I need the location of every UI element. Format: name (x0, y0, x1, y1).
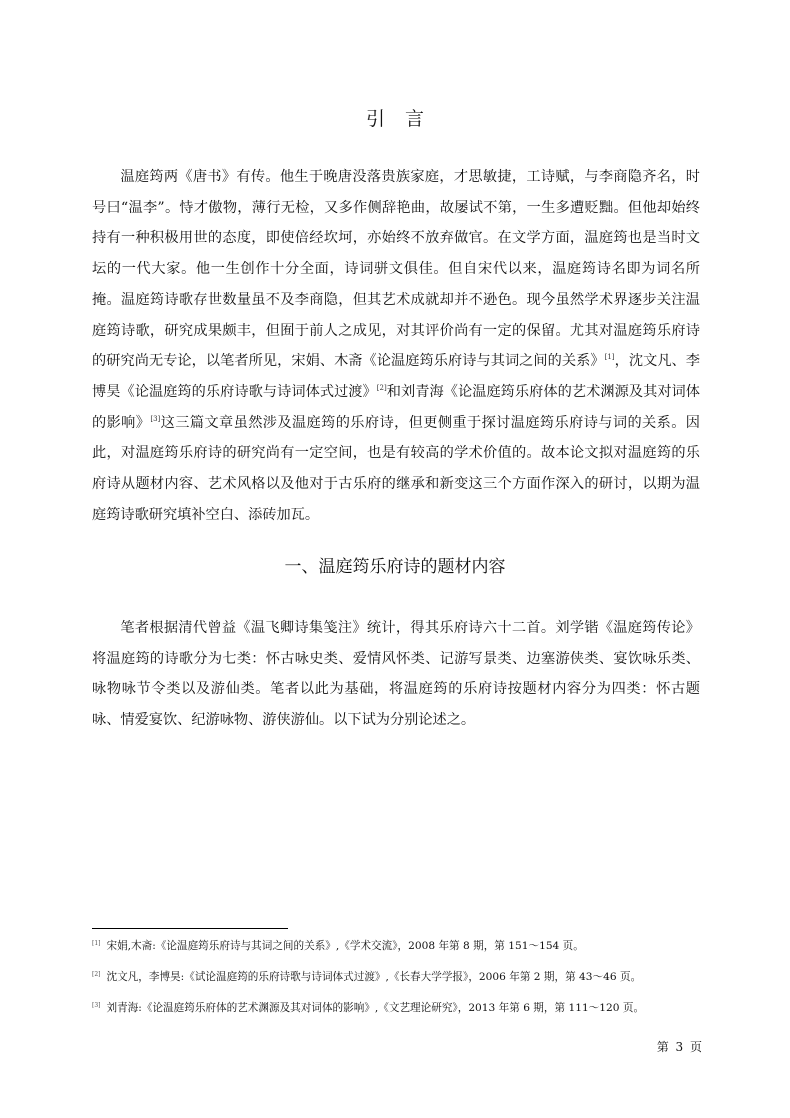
intro-paragraph (92, 162, 700, 530)
citation-ref-3[interactable]: [3] (150, 414, 161, 423)
footnote-text: 刘青海:《论温庭筠乐府体的艺术渊源及其对词体的影响》,《文艺理论研究》，2013 年第 6 期，第 111～120 页。 (106, 1002, 645, 1014)
page-number: 第 3 页 (656, 1040, 702, 1054)
footnote-mark: [2] (92, 971, 101, 978)
footnote-text: 宋娟,木斋:《论温庭筠乐府诗与其词之间的关系》,《学术交流》，2008 年第 8 期，第 151～154 页。 (106, 940, 584, 952)
citation-ref-1[interactable]: [1] (604, 353, 615, 362)
section-paragraph: 笔者根据清代曾益《温飞卿诗集笺注》统计，得其乐府诗六十二首。刘学锴《温庭筠传论》将温庭筠的诗歌分为七类：怀古咏史类、爱情风怀类、记游写景类、边塞游侠类、宴饮咏乐类、咏物咏节令类以及游仙类。笔者以此为基础，将温庭筠的乐府诗按题材内容分为四类：怀古题咏、情爱宴饮、纪游咏物、游侠游仙。以下试为分别论述之。 (92, 620, 700, 729)
citation-ref-2[interactable]: [2] (376, 383, 387, 392)
section-heading: 一、温庭筠乐府诗的题材内容 (284, 557, 506, 577)
footnote-1 (92, 936, 712, 954)
intro-text-1: 温庭筠两《唐书》有传。他生于晚唐没落贵族家庭，才思敏捷，工诗赋，与李商隐齐名，时号曰“温李”。恃才傲物，薄行无检，又多作侧辞艳曲，故屡试不第，一生多遭贬黜。但他却始终持有一种积极用世的态度，即使倍经坎坷，亦始终不放弃做官。在文学方面，温庭筠也是当时文坛的一代大家。他一生创作十分全面，诗词骈文俱佳。但自宋代以来，温庭筠诗名即为词名所掩。温庭筠诗歌存世数量虽不及李商隐，但其艺术成就却并不逊色。现今虽然学术界逐步关注温庭筠诗歌，研究成果颇丰，但囿于前人之成见，对其评价尚有一定的保留。尤其对温庭筠乐府诗的研究尚无专论，以笔者所见，宋娟、木斋《论温庭筠乐府诗与其词之间的关系》 (92, 169, 700, 370)
footnote-divider (92, 928, 288, 929)
footnote-text: 沈文凡，李博昊:《试论温庭筠的乐府诗歌与诗词体式过渡》,《长春大学学报》，2006 年第 2 期，第 43～46 页。 (106, 971, 642, 983)
footnote-mark: [3] (92, 1002, 101, 1009)
intro-heading: 引言 (365, 108, 444, 130)
footnote-2 (92, 967, 712, 985)
intro-text-4: 这三篇文章虽然涉及温庭筠的乐府诗，但更侧重于探讨温庭筠乐府诗与词的关系。因此，对温庭筠乐府诗的研究尚有一定空间，也是有较高的学术价值的。故本论文拟对温庭筠的乐府诗从题材内容、艺术风格以及他对于古乐府的继承和新变这三个方面作深入的研讨，以期为温庭筠诗歌研究填补空白、添砖加瓦。 (92, 414, 700, 523)
intro-text-2: ，沈文凡、李博昊《论温庭筠的乐府诗歌与诗词体式过渡》 (92, 353, 700, 400)
footnote-3 (92, 998, 712, 1016)
footnote-mark: [1] (92, 940, 101, 947)
intro-text-3: 和刘青海《论温庭筠乐府体的艺术渊源及其对词体的影响》 (92, 383, 700, 431)
